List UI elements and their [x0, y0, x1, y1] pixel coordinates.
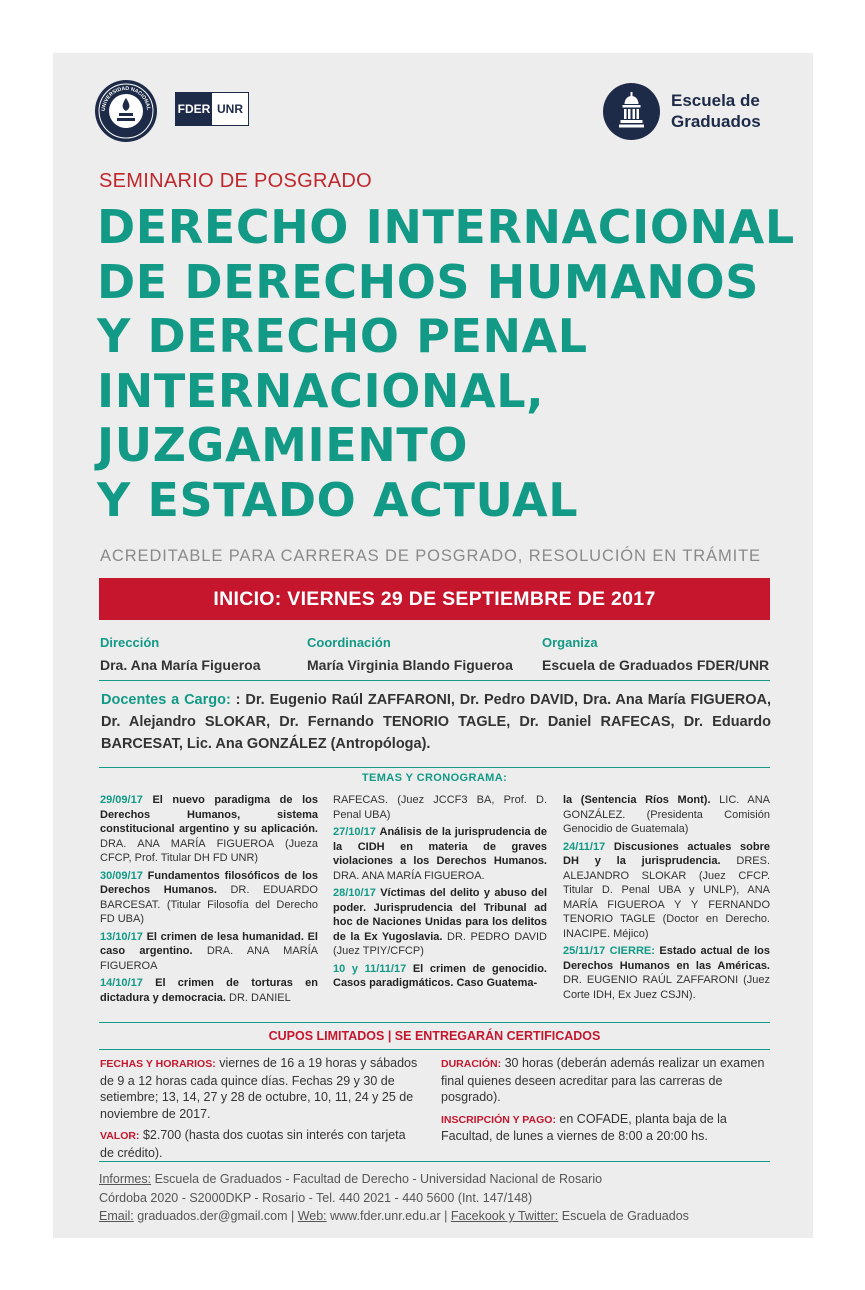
footer-informes: Informes: Escuela de Graduados - Facultad de Derecho - Universidad Nacional de Rosario: [99, 1172, 603, 1186]
schedule-entry: 10 y 11/11/17 El crimen de genocidio. Casos paradigmáticos. Caso Guatema-: [333, 962, 547, 989]
escuela-de-graduados-logo-text: [671, 90, 761, 132]
title-line: DE DERECHOS HUMANOS: [97, 254, 759, 309]
coordinacion-value: María Virginia Blando Figueroa: [307, 657, 513, 673]
fder-logo-text: FDER: [176, 93, 212, 125]
schedule-entry: 14/10/17 El crimen de torturas en dictadura y democracia. DR. DANIEL: [100, 977, 318, 1004]
schedule-entry: RAFECAS. (Juez JCCF3 BA, Prof. D. Penal UBA): [333, 794, 547, 821]
schedule-entry: 30/09/17 Fundamentos filosóficos de los Derechos Humanos. DR. EDUARDO BARCESAT. (Titular Filosofía del Derecho FD UBA): [100, 869, 318, 925]
divider: [99, 1161, 770, 1162]
seminario-label: SEMINARIO DE POSGRADO: [99, 170, 373, 192]
cronograma-column-3: [563, 793, 770, 1005]
cronograma-column-1: [100, 793, 318, 1008]
escuela-line-1: Escuela de: [671, 91, 760, 110]
unr-seal-logo: [95, 80, 157, 142]
escuela-line-2: Graduados: [671, 112, 761, 131]
escuela-building-icon: [603, 83, 660, 140]
footer-address: Córdoba 2020 - S2000DKP - Rosario - Tel. 440 2021 - 440 5600 (Int. 147/148): [99, 1190, 533, 1205]
info-left: [100, 1055, 422, 1166]
web-link[interactable]: www.fder.unr.edu.ar: [330, 1209, 441, 1223]
title-line: DERECHO INTERNACIONAL: [97, 200, 795, 254]
unr-logo-text: UNR: [212, 93, 248, 125]
organiza-value: Escuela de Graduados FDER/UNR: [542, 657, 770, 673]
footer-contacts: Email: graduados.der@gmail.com | Web: www.fder.unr.edu.ar | Facekook y Twitter: Escuela de Graduados: [99, 1209, 689, 1223]
cupos-notice: CUPOS LIMITADOS | SE ENTREGARÁN CERTIFICADOS: [268, 1029, 601, 1043]
social-link[interactable]: Escuela de Graduados: [561, 1209, 689, 1223]
organiza-block: [542, 635, 769, 673]
inscripcion-pago: INSCRIPCIÓN Y PAGO: en COFADE, planta baja de la Facultad, de lunes a viernes de 8:00 a 20:00 hs.: [441, 1111, 727, 1143]
info-right: [441, 1055, 771, 1150]
cronograma-column-2: [333, 793, 547, 994]
schedule-entry: 29/09/17 El nuevo paradigma de los Derechos Humanos, sistema constitucional argentino y su aplicación. DRA. ANA MARÍA FIGUEROA (Jueza CFCP, Prof. Titular DH FD UNR): [100, 794, 318, 864]
schedule-entry: 28/10/17 Víctimas del delito y abuso del poder. Jurisprudencia del Tribunal ad hoc de Naciones Unidas para los delitos de la Ex Yugoslavia. DR. PEDRO DAVID (Juez TPIY/CFCP): [333, 887, 548, 957]
schedule-entry: 13/10/17 El crimen de lesa humanidad. El caso argentino. DRA. ANA MARÍA FIGUEROA: [100, 930, 318, 972]
direccion-heading: Dirección: [100, 635, 160, 650]
docentes-paragraph: [101, 689, 771, 755]
email-link[interactable]: graduados.der@gmail.com: [137, 1209, 288, 1223]
title-line: INTERNACIONAL,: [97, 363, 545, 418]
divider: [99, 1022, 770, 1023]
coordinacion-heading: Coordinación: [307, 635, 391, 650]
docentes-text: : Dr. Eugenio Raúl ZAFFARONI, Dr. Pedro DAVID, Dra. Ana María FIGUEROA, Dr. Alejandro SLOKAR, Dr. Fernando TENORIO TAGLE, Dr. Daniel RAFECAS, Dr. Eduardo BARCESAT, Lic. Ana GONZÁLEZ (Antropóloga).: [101, 692, 771, 752]
acreditable-note: ACREDITABLE PARA CARRERAS DE POSGRADO, RESOLUCIÓN EN TRÁMITE: [100, 547, 761, 565]
schedule-entry: 25/11/17 CIERRE: Estado actual de los Derechos Humanos en las Américas. DR. EUGENIO RAÚL ZAFFARONI (Juez Corte IDH, Ex Juez CSJN).: [563, 945, 770, 1001]
schedule-entry: la (Sentencia Ríos Mont). LIC. ANA GONZÁLEZ. (Presidenta Comisión Genocidio de Guatemala): [563, 794, 770, 835]
unr-seal-text: UNIVERSIDAD NACIONAL: [100, 85, 152, 112]
fder-unr-logo: [175, 92, 249, 126]
divider: [99, 767, 770, 768]
divider: [99, 680, 770, 681]
inicio-banner: INICIO: VIERNES 29 DE SEPTIEMBRE DE 2017: [99, 578, 770, 620]
title-line: JUZGAMIENTO: [97, 418, 469, 472]
valor: VALOR: $2.700 (hasta dos cuotas sin interés con tarjeta de crédito).: [100, 1128, 406, 1160]
title-line: Y ESTADO ACTUAL: [97, 472, 579, 527]
schedule-entry: 24/11/17 Discusiones actuales sobre DH y la jurisprudencia. DRES. ALEJANDRO SLOKAR (Juez CFCP. Titular D. Penal UBA y UNLP), ANA MARÍA FIGUEROA Y Y FERNANDO TENORIO TAGLE (Doctor en Derecho. INACIPE. Méjico): [563, 840, 771, 940]
docentes-label: Docentes a Cargo:: [101, 692, 231, 708]
temas-heading: TEMAS Y CRONOGRAMA:: [361, 772, 508, 784]
seminar-title: [97, 200, 797, 527]
schedule-entry: 27/10/17 Análisis de la jurisprudencia de la CIDH en materia de graves violaciones a los Derechos Humanos. DRA. ANA MARÍA FIGUEROA.: [333, 826, 547, 882]
divider: [99, 1049, 770, 1050]
coordinacion-block: [307, 635, 513, 673]
duracion: DURACIÓN: 30 horas (deberán además realizar un examen final quienes deseen acreditar para las carreras de posgrado).: [441, 1056, 765, 1104]
direccion-block: [100, 635, 261, 673]
title-line: Y DERECHO PENAL: [97, 309, 588, 363]
direccion-value: Dra. Ana María Figueroa: [100, 657, 261, 673]
fechas-horarios: FECHAS Y HORARIOS: viernes de 16 a 19 horas y sábados de 9 a 12 horas cada quince días. Fechas 29 y 30 de setiembre; 13, 14, 27 y 28 de octubre, 10, 11, 24 y 25 de noviembre de 2017.: [100, 1056, 418, 1121]
organiza-heading: Organiza: [542, 635, 598, 650]
poster: [53, 53, 813, 1238]
footer: [99, 1170, 689, 1226]
